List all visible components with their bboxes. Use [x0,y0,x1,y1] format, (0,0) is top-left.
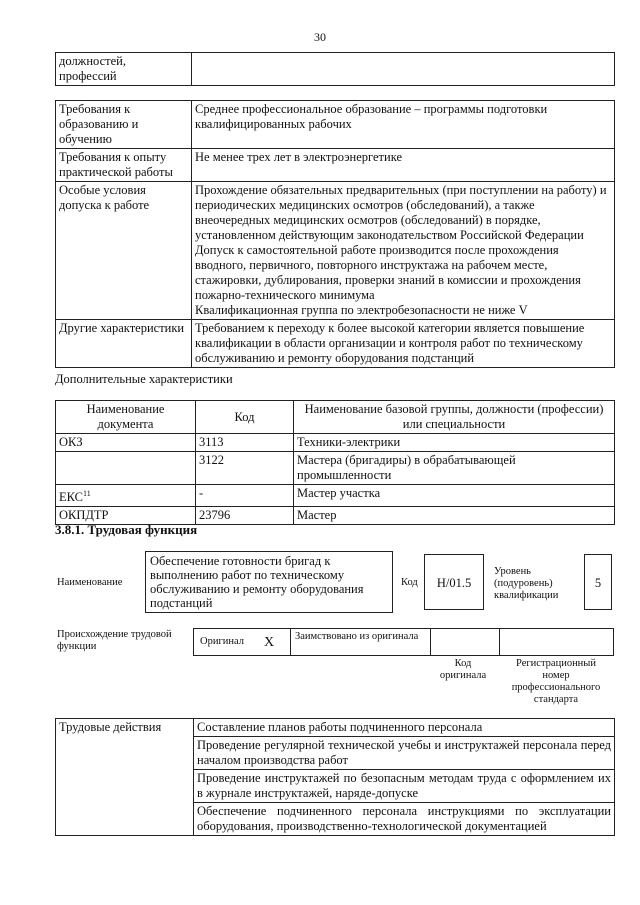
name-cell: Мастера (бригадиры) в обрабатывающей промышленности [294,452,615,485]
origin-divider [499,628,500,656]
continuation-left-cell: должностей, профессий [56,53,192,86]
actions-table [55,718,615,836]
code-cell: 23796 [196,507,294,525]
additional-header-row [56,401,615,434]
table-row [56,434,615,452]
table-row [56,719,615,737]
reg-number-caption: Регистрационный номер профессионального стандарта [511,658,601,705]
page-number: 30 [314,30,326,44]
header-code: Код [196,401,294,434]
level-value-box: 5 [584,554,612,610]
requirement-label: Требования к опыту практической работы [56,149,192,182]
code-cell: 3113 [196,434,294,452]
borrowed-label: Заимствовано из оригинала [295,631,419,642]
function-name-box: Обеспечение готовности бригад к выполнению работ по техническому обслуживанию и ремонту оборудования подстанций [145,551,393,613]
action-item: Проведение инструктажей по безопасным методам труда с оформлением их в журнале инструктажей, наряде-допуске [194,770,615,803]
origin-label: Происхождение трудовой функции [57,629,172,652]
actions-label: Трудовые действия [56,719,194,836]
doc-cell [56,485,196,507]
additional-title: Дополнительные характеристики [55,372,233,386]
table-row [56,485,615,507]
doc-cell: ОКЗ [56,434,196,452]
name-cell: Мастер участка [294,485,615,507]
requirement-row [56,182,615,320]
name-cell: Техники-электрики [294,434,615,452]
code-cell: 3122 [196,452,294,485]
table-row [56,452,615,485]
requirement-row [56,320,615,368]
origin-divider [430,628,431,656]
continuation-table [55,52,615,86]
action-item: Обеспечение подчиненного персонала инструкциями по эксплуатации оборудования, производственно-технологической документацией [194,803,615,836]
requirement-value: Требованием к переходу к более высокой категории является повышение квалификации в области организации и контроля работ по техническому обслуживанию и ремонту оборудования подстанций [192,320,615,368]
doc-cell: ОКПДТР [56,507,196,525]
requirement-label: Другие характеристики [56,320,192,368]
action-item: Проведение регулярной технической учебы и инструктажей персонала перед началом производства работ [194,737,615,770]
action-item: Составление планов работы подчиненного персонала [194,719,615,737]
requirement-row [56,101,615,149]
requirement-value: Среднее профессиональное образование – программы подготовки квалифицированных рабочих [192,101,615,149]
code-value-box: H/01.5 [424,554,484,610]
doc-text: ЕКС [59,490,83,505]
additional-table [55,400,615,525]
requirements-table [55,100,615,368]
section-heading: 3.8.1. Трудовая функция [55,522,198,537]
requirement-value: Не менее трех лет в электроэнергетике [192,149,615,182]
footnote-mark: 11 [83,489,91,498]
requirement-label: Требования к образованию и обучению [56,101,192,149]
origin-box [193,628,614,656]
original-mark: X [264,635,275,650]
level-label: Уровень (подуровень) квалификации [494,566,559,601]
continuation-right-cell [192,53,615,86]
header-group-name: Наименование базовой группы, должности (профессии) или специальности [294,401,615,434]
requirement-label: Особые условия допуска к работе [56,182,192,320]
name-cell: Мастер [294,507,615,525]
header-document: Наименование документа [56,401,196,434]
code-label: Код [401,577,418,588]
doc-cell [56,452,196,485]
name-label: Наименование [57,577,123,588]
original-label: Оригинал [200,636,244,647]
orig-code-caption: Код оригинала [439,658,487,681]
origin-divider [290,628,291,656]
requirement-row [56,149,615,182]
requirement-value: Прохождение обязательных предварительных (при поступлении на работу) и периодических медицинских осмотров (обследований), а также внеочередных медицинских осмотров (обследований) в порядке, установленном действующим законодательством Российской Федерации Допуск к самостоятельной работе производится после прохождения вводного, первичного, повторного инструктажа на рабочем месте, стажировки, дублирования, проверки знаний в комиссии и прохождения пожарно-технического минимума Квалификационная группа по электробезопасности не ниже V [192,182,615,320]
code-cell: - [196,485,294,507]
